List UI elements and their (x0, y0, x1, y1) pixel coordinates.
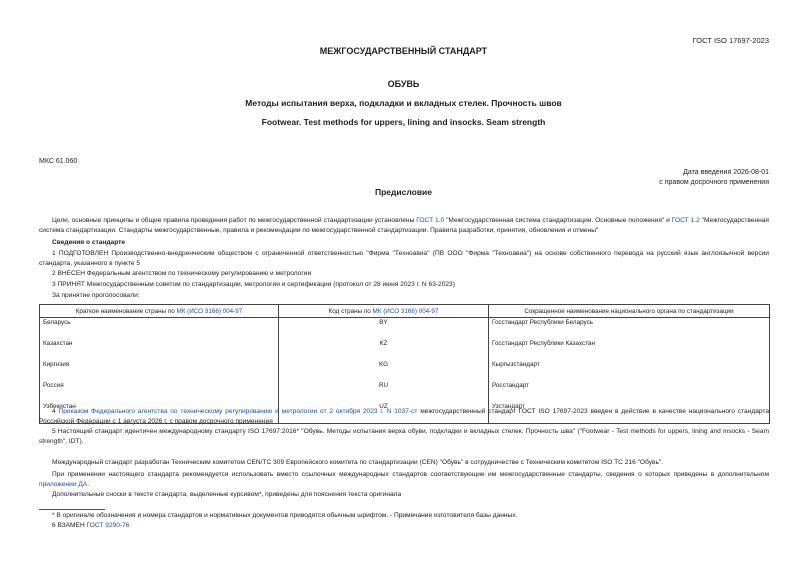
item-replaces-text: 6 ВЗАМЕН (52, 522, 87, 529)
cell-body: Госстандарт Республики Беларусь (489, 318, 770, 340)
cell-body: Кыргызстандарт (489, 360, 770, 381)
cell-body: Узстандарт (489, 402, 770, 424)
item-replaces (39, 521, 769, 531)
paragraph-goals-text-c: "Межгосударственная система стандартизации. Стандарты межгосударственные, правила и рекомендации по межгосударственной стандартизации. Правила разработки, принятия, обновления и отмены" (39, 217, 769, 234)
cell-code: KG (279, 360, 489, 381)
paragraph-references (39, 470, 769, 489)
item-prepared: 1 ПОДГОТОВЛЕН Производственно-внедренческим обществом с ограниченной ответственностью "Фирма "Техноавиа" (ПВ ООО "Фирма "Техноавиа") на основе собственного перевода на русский язык англоязычной версии стандарта, указанного в пункте 5 (39, 250, 769, 267)
mks-code: МКС 61.060 (39, 158, 78, 165)
table-row (40, 318, 770, 340)
preface-heading: Предисловие (374, 187, 433, 197)
link-gost-9290-76[interactable]: ГОСТ 9290-76 (86, 522, 130, 529)
voted-label: За принятие проголосовали: (52, 292, 140, 299)
introduction-date (659, 168, 769, 188)
table-row (40, 360, 770, 381)
paragraph-goals-text-b: "Межгосударственная система стандартизации. Основные положения" и (444, 217, 672, 224)
column-header-code-text: Код страны по (328, 307, 373, 315)
footnote-text: * В оригинале обозначения и номера стандартов и нормативных документов приводятся обычным шрифтом. - Примечание изготовителя базы данных. (52, 512, 518, 519)
early-application-note: с правом досрочного применения (659, 179, 769, 186)
standard-info-heading: Сведения о стандарте (52, 239, 126, 246)
column-header-country-text: Краткое наименование страны по (75, 307, 177, 315)
english-title: Footwear. Test methods for uppers, lining and insocks. Seam strength (261, 117, 546, 127)
table-row (40, 381, 770, 402)
item-enacted-prefix: 4 (52, 408, 59, 415)
page-title: ОБУВЬ (387, 79, 420, 89)
standard-type-heading: МЕЖГОСУДАРСТВЕННЫЙ СТАНДАРТ (319, 46, 488, 56)
link-gost-1-2[interactable]: ГОСТ 1.2 (671, 217, 700, 224)
cell-country: Узбекистан (40, 402, 279, 424)
item-adopted: 3 ПРИНЯТ Межгосударственным советом по стандартизации, метрологии и сертификации (протокол от 28 июня 2023 г. N 63-2023) (52, 281, 455, 288)
cell-code: UZ (279, 402, 489, 424)
cell-country: Россия (40, 381, 279, 402)
item-enacted-text: межгосударственный стандарт ГОСТ ISO 17697-2023 введен в действие в качестве национального стандарта Российской Федерации с 1 августа 2026 г. с правом досрочного применения (39, 408, 770, 425)
paragraph-international: Международный стандарт разработан Техническим комитетом CEN/TC 309 Европейского комитета по стандартизации (CEN) "Обувь" в сотрудничестве с Техническим комитетом ISO TC 216 "Обувь". (52, 459, 664, 466)
link-mk-iso-3166[interactable]: МК (ИСО 3166) 004-97 (176, 307, 243, 315)
column-header-body: Сокращенное наименование национального органа по стандартизации (489, 305, 770, 318)
item-enacted (39, 407, 769, 426)
cell-code: BY (279, 318, 489, 340)
cell-body: Госстандарт Республики Казахстан (489, 339, 770, 360)
link-appendix-da[interactable]: приложении ДА (39, 480, 88, 488)
subtitle: Методы испытания верха, подкладки и вкладных стелек. Прочность швов (245, 98, 562, 108)
cell-code: RU (279, 381, 489, 402)
cell-country: Беларусь (40, 318, 279, 340)
column-header-code (279, 305, 489, 318)
cell-country: Киргизия (40, 360, 279, 381)
table-row (40, 339, 770, 360)
table-header-row (40, 305, 770, 318)
item-submitted: 2 ВНЕСЕН Федеральным агентством по техническому регулированию и метрологии (52, 270, 312, 277)
paragraph-references-end: . (87, 480, 90, 488)
link-gost-1-0[interactable]: ГОСТ 1.0 (416, 217, 445, 224)
introduction-date-value: Дата введения 2026-08-01 (683, 169, 769, 176)
cell-code: KZ (279, 339, 489, 360)
link-mk-iso-3166-code[interactable]: МК (ИСО 3166) 004-97 (372, 307, 439, 315)
paragraph-goals-text-a: Цели, основные принципы и общие правила проведения работ по межгосударственной стандартизации установлены (52, 217, 417, 224)
paragraph-references-text: При применении настоящего стандарта рекомендуется использовать вместо ссылочных международных стандартов соответствующие им межгосударственные стандарты, сведения о которых приведены в дополнительном (52, 471, 769, 478)
footnote-divider (39, 509, 105, 510)
paragraph-goals (39, 216, 769, 235)
column-header-country (40, 305, 279, 318)
document-code: ГОСТ ISO 17697-2023 (692, 36, 769, 45)
item-identical: 5 Настоящий стандарт идентичен международному стандарту ISO 17697:2016* "Обувь. Методы испытания верха обуви, подкладки и вкладных стелек. Прочность шва" ("Footwear - Test methods for uppers, lining and insocks - Seam strength", IDT). (39, 428, 769, 445)
cell-country: Казахстан (40, 339, 279, 360)
link-order-1037[interactable]: Приказом Федерального агентства по техническому регулированию и метрологии от 2 октября 2023 г. N 1037-ст (58, 408, 418, 415)
voting-table (39, 304, 770, 424)
paragraph-footnotes: Дополнительные сноски в тексте стандарта, выделенные курсивом*, приведены для пояснения текста оригинала (52, 491, 402, 498)
cell-body: Росстандарт (489, 381, 770, 402)
